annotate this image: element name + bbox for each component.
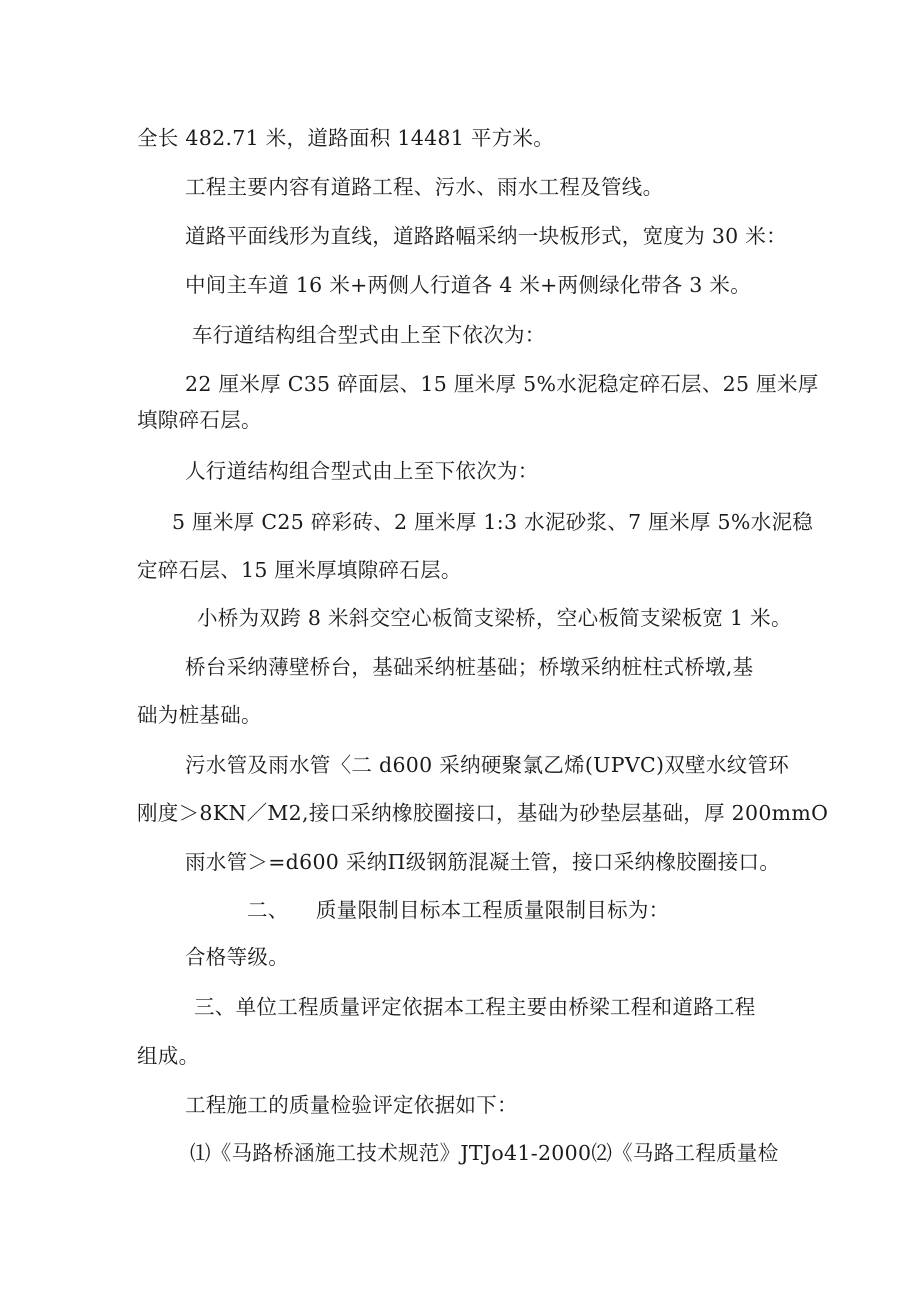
text-line: 5 厘米厚 C25 碎彩砖、2 厘米厚 1:3 水泥砂浆、7 厘米厚 5%水泥稳: [172, 510, 814, 534]
text-line: 小桥为双跨 8 米斜交空心板简支梁桥，空心板简支梁板宽 1 米。: [197, 606, 792, 630]
text-line: 桥台采纳薄壁桥台，基础采纳桩基础；桥墩采纳桩柱式桥墩,基: [185, 655, 754, 679]
text-line: 工程施工的质量检验评定依据如下：: [185, 1093, 518, 1117]
text-line: 道路平面线形为直线，道路路幅采纳一块板形式，宽度为 30 米：: [185, 224, 787, 248]
text-line: 雨水管＞=d600 采纳П级钢筋混凝土管，接口采纳橡胶圈接口。: [185, 850, 781, 874]
text-line: 22 厘米厚 C35 碎面层、15 厘米厚 5%水泥稳定碎石层、25 厘米厚: [185, 372, 819, 396]
text-line: 组成。: [137, 1044, 200, 1068]
text-line: 础为桩基础。: [137, 703, 262, 727]
text-line: ⑴《马路桥涵施工技术规范》JTJo41-2000⑵《马路工程质量检: [190, 1141, 779, 1165]
text-line: 人行道结构组合型式由上至下依次为：: [185, 459, 539, 483]
text-line: 工程主要内容有道路工程、污水、雨水工程及管线。: [185, 175, 664, 199]
section-heading: 二、 质量限制目标本工程质量限制目标为：: [247, 898, 670, 922]
text-line: 合格等级。: [185, 945, 289, 969]
text-line: 定碎石层、15 厘米厚填隙碎石层。: [137, 558, 462, 582]
text-line: 污水管及雨水管〈二 d600 采纳硬聚氯乙烯(UPVC)双壁水纹管环: [185, 753, 790, 777]
section-heading: 三、单位工程质量评定依据本工程主要由桥梁工程和道路工程: [194, 995, 756, 1019]
text-line: 中间主车道 16 米+两侧人行道各 4 米+两侧绿化带各 3 米。: [185, 273, 752, 297]
text-line: 全长 482.71 米，道路面积 14481 平方米。: [137, 126, 555, 150]
text-line: 刚度＞8KN／M2,接口采纳橡胶圈接口，基础为砂垫层基础，厚 200mmO: [137, 801, 829, 825]
text-line: 车行道结构组合型式由上至下依次为：: [192, 323, 546, 347]
text-line: 填隙碎石层。: [137, 408, 262, 432]
